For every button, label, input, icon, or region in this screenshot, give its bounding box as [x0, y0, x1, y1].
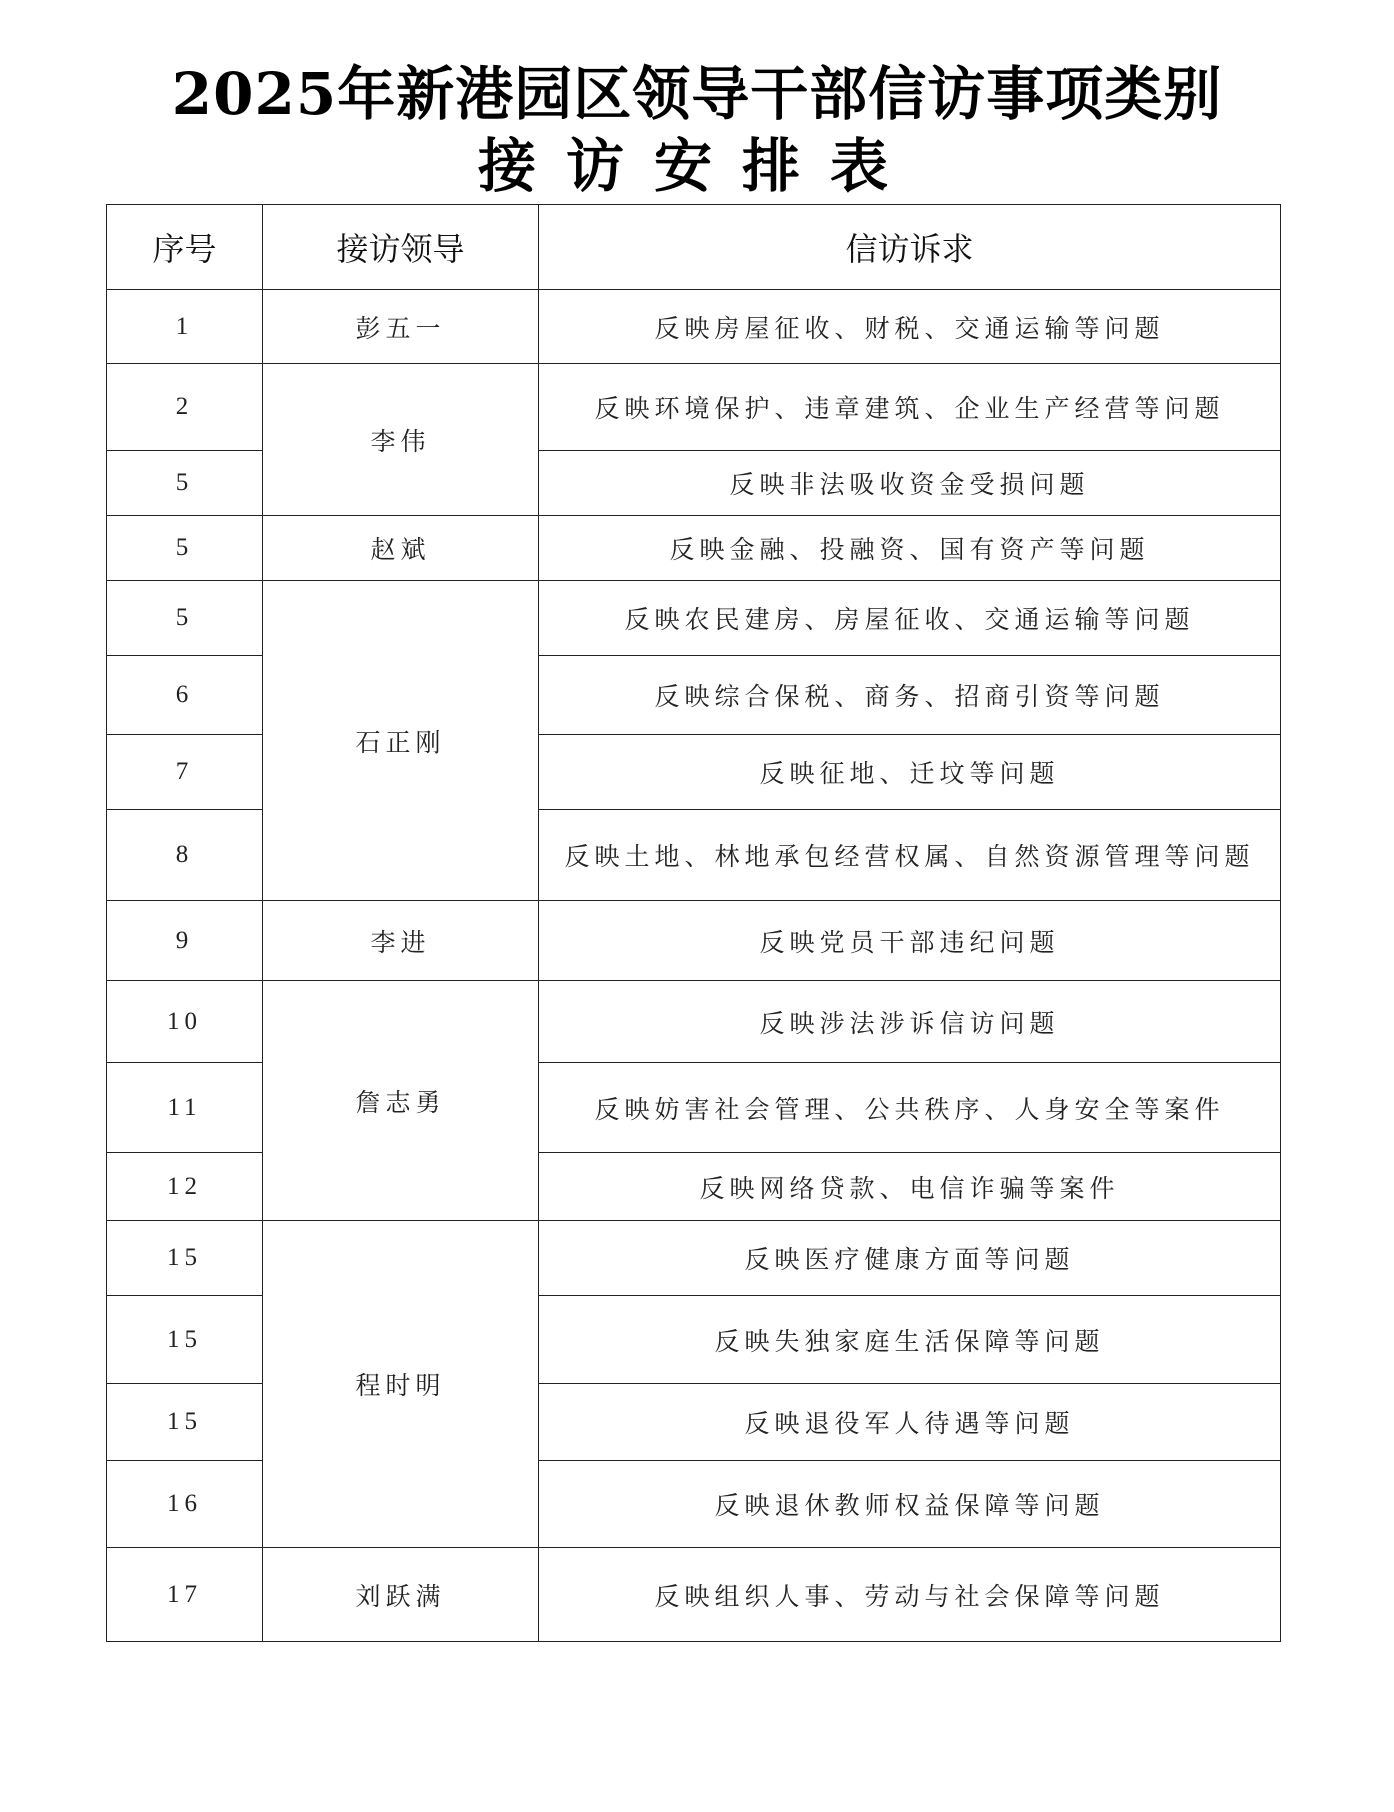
issue-text: 反映房屋征收、财税、交通运输等问题: [539, 290, 1281, 364]
header-no: 序号: [107, 205, 263, 290]
table-row: [107, 516, 1281, 581]
row-number: 15: [107, 1296, 263, 1384]
issue-text: 反映农民建房、房屋征收、交通运输等问题: [539, 581, 1281, 656]
issue-text: 反映退休教师权益保障等问题: [539, 1461, 1281, 1548]
table-row: [107, 1548, 1281, 1642]
reception-schedule-table: [106, 204, 1281, 1642]
table-row: [107, 581, 1281, 656]
table-row: [107, 364, 1281, 451]
row-number: 6: [107, 656, 263, 735]
row-number: 5: [107, 516, 263, 581]
issue-text: 反映金融、投融资、国有资产等问题: [539, 516, 1281, 581]
row-number: 7: [107, 735, 263, 810]
leader-name: 刘跃满: [263, 1548, 539, 1642]
leader-name: 程时明: [263, 1221, 539, 1548]
issue-text: 反映环境保护、违章建筑、企业生产经营等问题: [539, 364, 1281, 451]
issue-text: 反映医疗健康方面等问题: [539, 1221, 1281, 1296]
row-number: 17: [107, 1548, 263, 1642]
issue-text: 反映网络贷款、电信诈骗等案件: [539, 1153, 1281, 1221]
issue-text: 反映综合保税、商务、招商引资等问题: [539, 656, 1281, 735]
document-subtitle: 接访安排表: [477, 132, 918, 200]
header-issue: 信访诉求: [539, 205, 1281, 290]
table-row: [107, 901, 1281, 981]
row-number: 15: [107, 1384, 263, 1461]
row-number: 12: [107, 1153, 263, 1221]
leader-name: 李伟: [263, 364, 539, 516]
leader-name: 李进: [263, 901, 539, 981]
row-number: 8: [107, 810, 263, 901]
table-row: [107, 1221, 1281, 1296]
row-number: 9: [107, 901, 263, 981]
issue-text: 反映妨害社会管理、公共秩序、人身安全等案件: [539, 1063, 1281, 1153]
document-title: 2025年新港园区领导干部信访事项类别: [171, 60, 1223, 128]
table-row: [107, 981, 1281, 1063]
issue-text: 反映组织人事、劳动与社会保障等问题: [539, 1548, 1281, 1642]
leader-name: 石正刚: [263, 581, 539, 901]
issue-text: 反映失独家庭生活保障等问题: [539, 1296, 1281, 1384]
issue-text: 反映非法吸收资金受损问题: [539, 451, 1281, 516]
row-number: 5: [107, 581, 263, 656]
issue-text: 反映退役军人待遇等问题: [539, 1384, 1281, 1461]
row-number: 15: [107, 1221, 263, 1296]
table-header-row: [107, 205, 1281, 290]
row-number: 10: [107, 981, 263, 1063]
row-number: 11: [107, 1063, 263, 1153]
row-number: 16: [107, 1461, 263, 1548]
header-leader: 接访领导: [263, 205, 539, 290]
row-number: 1: [107, 290, 263, 364]
leader-name: 赵斌: [263, 516, 539, 581]
row-number: 5: [107, 451, 263, 516]
issue-text: 反映党员干部违纪问题: [539, 901, 1281, 981]
row-number: 2: [107, 364, 263, 451]
issue-text: 反映征地、迁坟等问题: [539, 735, 1281, 810]
leader-name: 彭五一: [263, 290, 539, 364]
leader-name: 詹志勇: [263, 981, 539, 1221]
issue-text: 反映涉法涉诉信访问题: [539, 981, 1281, 1063]
table-row: [107, 290, 1281, 364]
issue-text: 反映土地、林地承包经营权属、自然资源管理等问题: [539, 810, 1281, 901]
